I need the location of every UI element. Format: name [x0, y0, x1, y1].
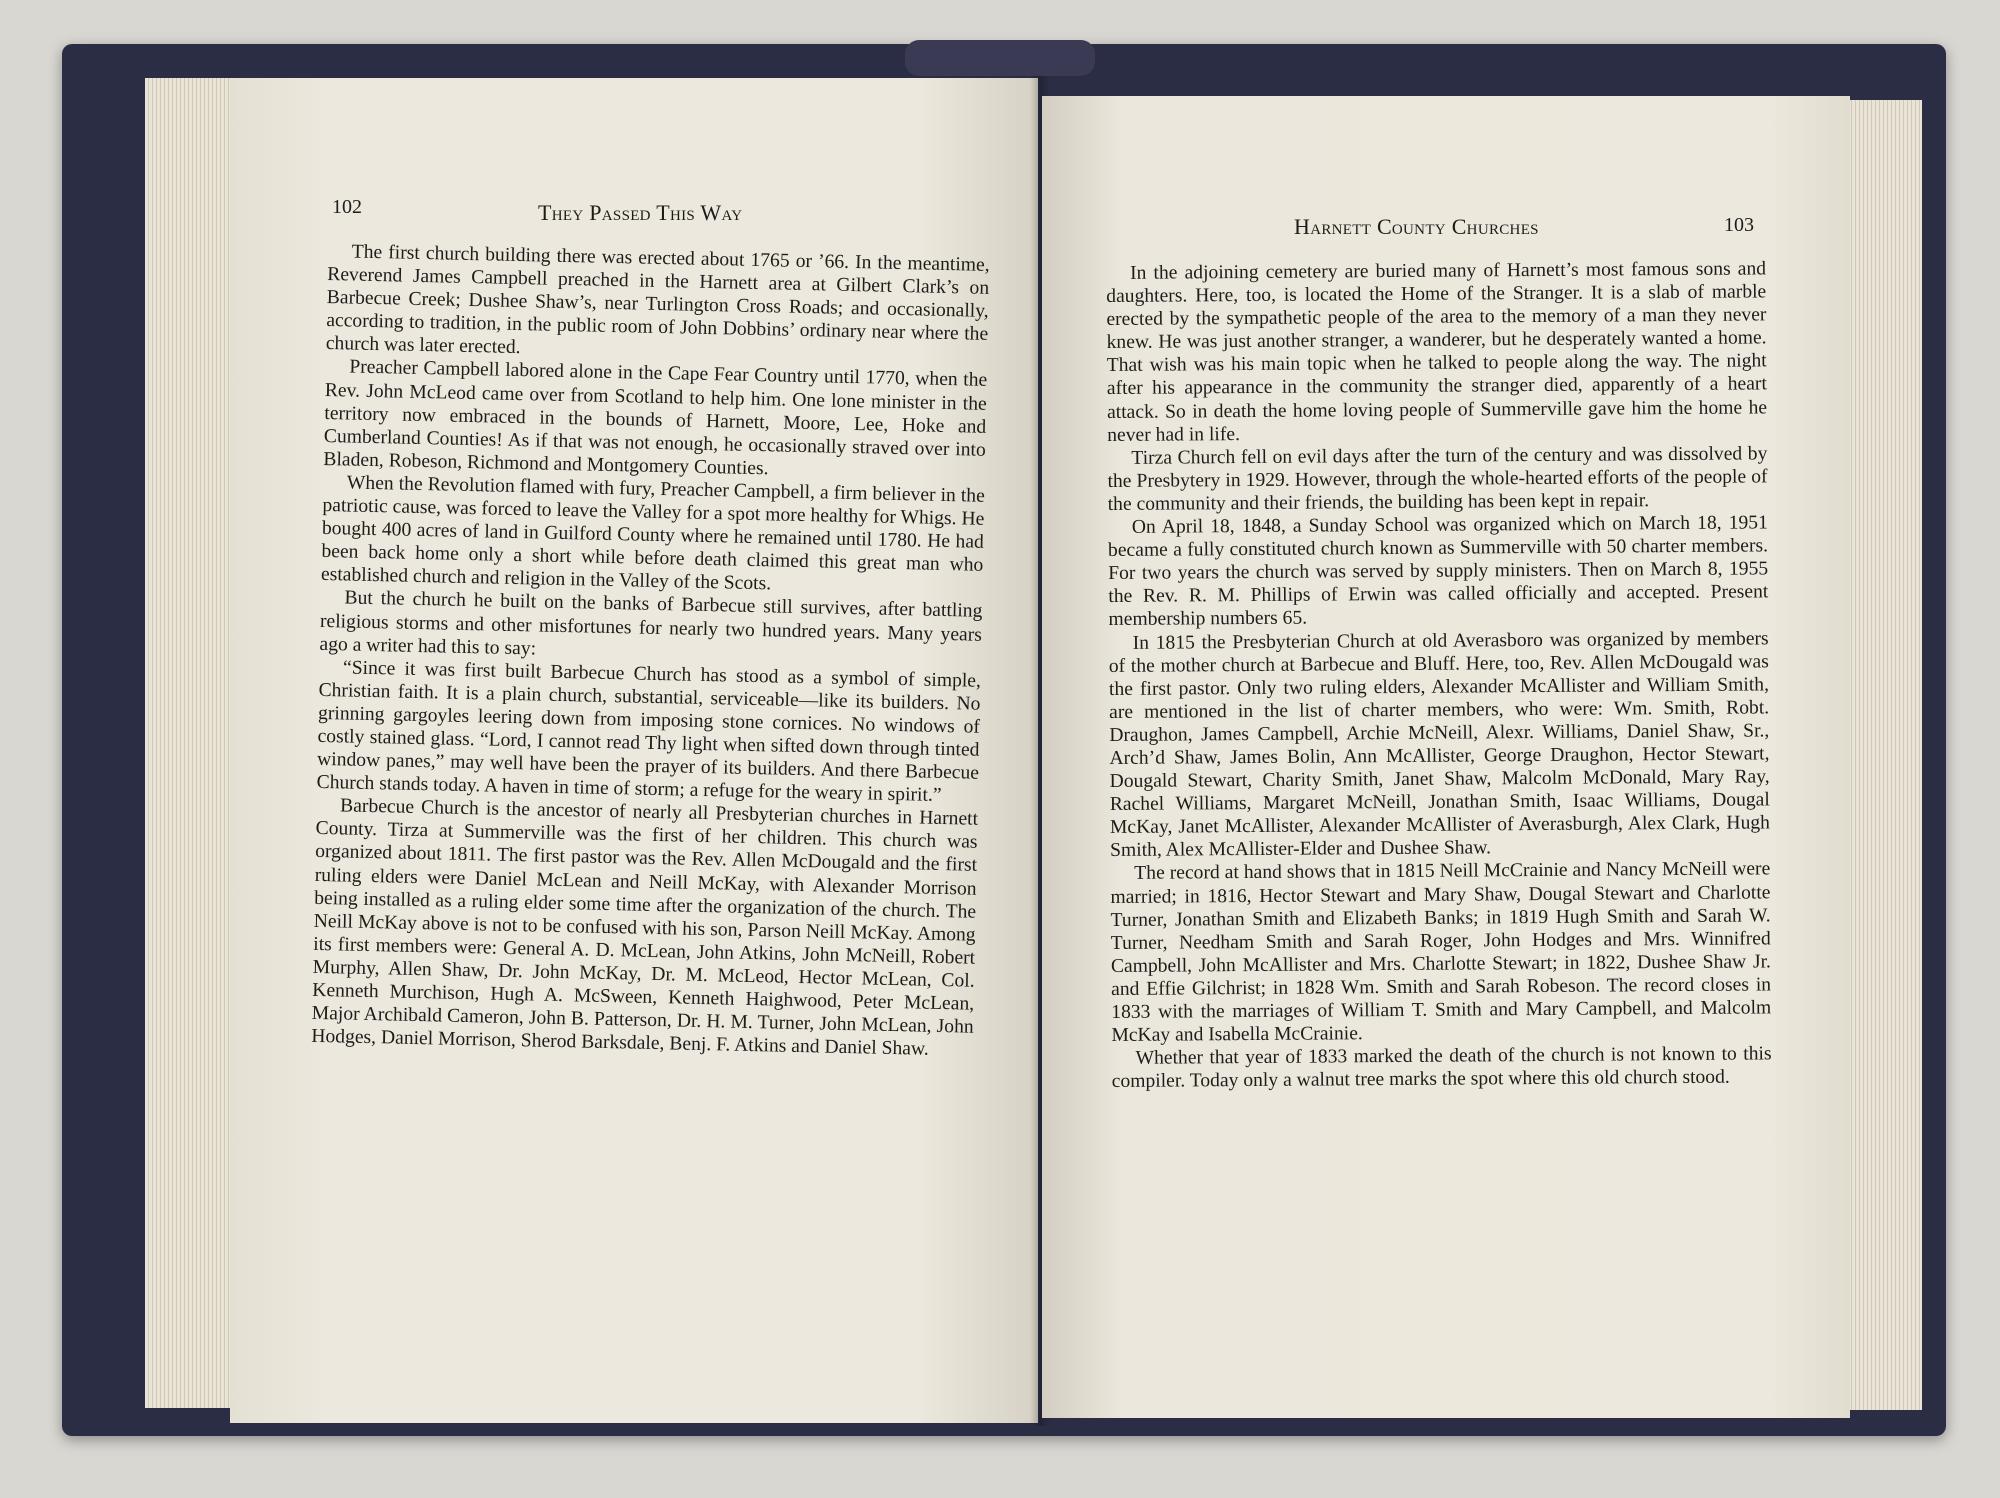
- left-page-number: 102: [332, 196, 362, 218]
- left-running-title: They Passed This Way: [538, 200, 743, 225]
- paragraph: In the adjoining cemetery are buried many of Harnett’s most famous sons and daughters. Here, too, is located the Home of the Stranger. It is a slab of marble erected by the sympathetic people of the area to the memory of a man they never knew. He was just another stranger, a wanderer, but he desperately wanted a home. That wish was his main topic when he talked to people along the way. The night after his appearance in the community the stranger died, apparently of a heart attack. So in death the home loving people of Summerville gave him the home he never had in life.: [1106, 258, 1768, 446]
- left-page-body: [311, 240, 990, 1062]
- paragraph: Preacher Campbell labored alone in the Cape Fear Country until 1770, when the Rev. John McLeod came over from Scotland to help him. One lone minister in the territory now embraced in the bounds of Harnett, Moore, Lee, Hoke and Cumberland Counties! As if that was not enough, he occasionally straved over into Bladen, Robeson, Richmond and Montgomery Counties.: [323, 356, 988, 480]
- paragraph: On April 18, 1848, a Sunday School was organized which on March 18, 1951 became a fully constituted church known as Summerville with 50 charter members. For two years the church was served by supply ministers. Then on March 8, 1955 the Rev. R. M. Phillips of Erwin was called officially and accepted. Present membership numbers 65.: [1107, 512, 1769, 631]
- left-page: [230, 78, 1038, 1423]
- paragraph: The first church building there was erected about 1765 or ’66. In the meantime, Reverend James Campbell preached in the Harnett area at Gilbert Clark’s on Barbecue Creek; Dushee Shaw’s, near Turlington Cross Roads; and occasionally, according to tradition, in the public room of John Dobbins’ ordinary near where the church was later erected.: [325, 241, 990, 359]
- right-running-title: Harnett County Churches: [1294, 214, 1539, 239]
- paragraph: “Since it was first built Barbecue Church has stood as a symbol of simple, Christian faith. It is a plain church, substantial, serviceable—like its builders. No grinning gargoyles leering down from imposing stone cornices. No windows of costly stained glass. “Lord, I cannot read Thy light when sifted down through tinted window panes,” may well have been the prayer of its builders. And there Barbecue Church stands today. A haven in time of storm; a refuge for the weary in spirit.”: [316, 657, 982, 807]
- paragraph: In 1815 the Presbyterian Church at old Averasboro was organized by members of the mother church at Barbecue and Bluff. Here, too, Rev. Allen McDougald was the first pastor. Only two ruling elders, Alexander McAllister and William Smith, are mentioned in the list of charter members, who were: Wm. Smith, Robt. Draughon, James Campbell, Archie McNeill, Alexr. Williams, Daniel Shaw, Sr., Arch’d Shaw, James Bolin, Ann McAllister, George Draughon, Hector Stewart, Dougald Stewart, Charity Smith, Janet Shaw, Malcolm McDonald, Mary Ray, Rachel Williams, Margaret McNeill, Jonathan Smith, Isaac Williams, Dougal McKay, Janet McAllister, Alexander McAllister of Averasburgh, Alex Clark, Hugh Smith, Alex McAllister-Elder and Dushee Shaw.: [1108, 627, 1771, 862]
- paragraph: Whether that year of 1833 marked the death of the church is not known to this compiler. Today only a walnut tree marks the spot where this old church stood.: [1111, 1043, 1772, 1093]
- paragraph: The record at hand shows that in 1815 Neill McCrainie and Nancy McNeill were married; in 1816, Hector Stewart and Mary Shaw, Dougal Stewart and Charlotte Turner, Jonathan Smith and Elizabeth Banks; in 1819 Hugh Smith and Sarah W. Turner, Needham Smith and Sarah Roger, John Hodges and Mrs. Winnifred Campbell, John McAllister and Mrs. Charlotte Stewart; in 1822, Dushee Shaw Jr. and Effie Gilchrist; in 1828 Wm. Smith and Sarah Robeson. The record closes in 1833 with the marriages of William T. Smith and Mary Campbell, and Malcolm McKay and Isabella McCrainie.: [1110, 858, 1772, 1047]
- right-page-number: 103: [1724, 214, 1754, 236]
- page-edges-right: [1840, 100, 1922, 1410]
- right-page-body: [1106, 257, 1772, 1093]
- paragraph: Tirza Church fell on evil days after the turn of the century and was dissolved by the Presbytery in 1929. However, through the whole-hearted efforts of the people of the community and their friends, the building has been kept in repair.: [1107, 443, 1768, 515]
- paragraph: Barbecue Church is the ancestor of nearly all Presbyterian churches in Harnett County. Tirza at Summerville was the first of her children. This church was organized about 1811. The first pastor was the Rev. Allen McDougald and the first ruling elders were Daniel McLean and Neill McKay, with Alexander Morrison being installed as a ruling elder some time after the organization of the church. The Neill McKay above is not to be confused with his son, Parson Neill McKay. Among its first members were: General A. D. McLean, John Atkins, John McNeill, Robert Murphy, Allen Shaw, Dr. John McKay, Dr. M. McLeod, Hector McLean, Col. Kenneth Murchison, Hugh A. McSween, Kenneth Haighwood, Peter McLean, Major Archibald Cameron, John B. Patterson, Dr. H. M. Turner, John McLean, John Hodges, Daniel Morrison, Sherod Barksdale, Benj. F. Atkins and Daniel Shaw.: [311, 795, 979, 1060]
- right-page: [1042, 96, 1850, 1418]
- paragraph: When the Revolution flamed with fury, Preacher Campbell, a firm believer in the patriotic cause, was forced to leave the Valley for a spot more healthy for Whigs. He bought 400 acres of land in Guilford County where he remained until 1780. He had been back home only a short while before death claimed this great man who established church and religion in the Valley of the Scots.: [320, 472, 985, 595]
- paragraph: But the church he built on the banks of Barbecue still survives, after battling religious storms and other misfortunes for nearly two hundred years. Many years ago a writer had this to say:: [319, 587, 983, 660]
- book-spine: [905, 40, 1095, 76]
